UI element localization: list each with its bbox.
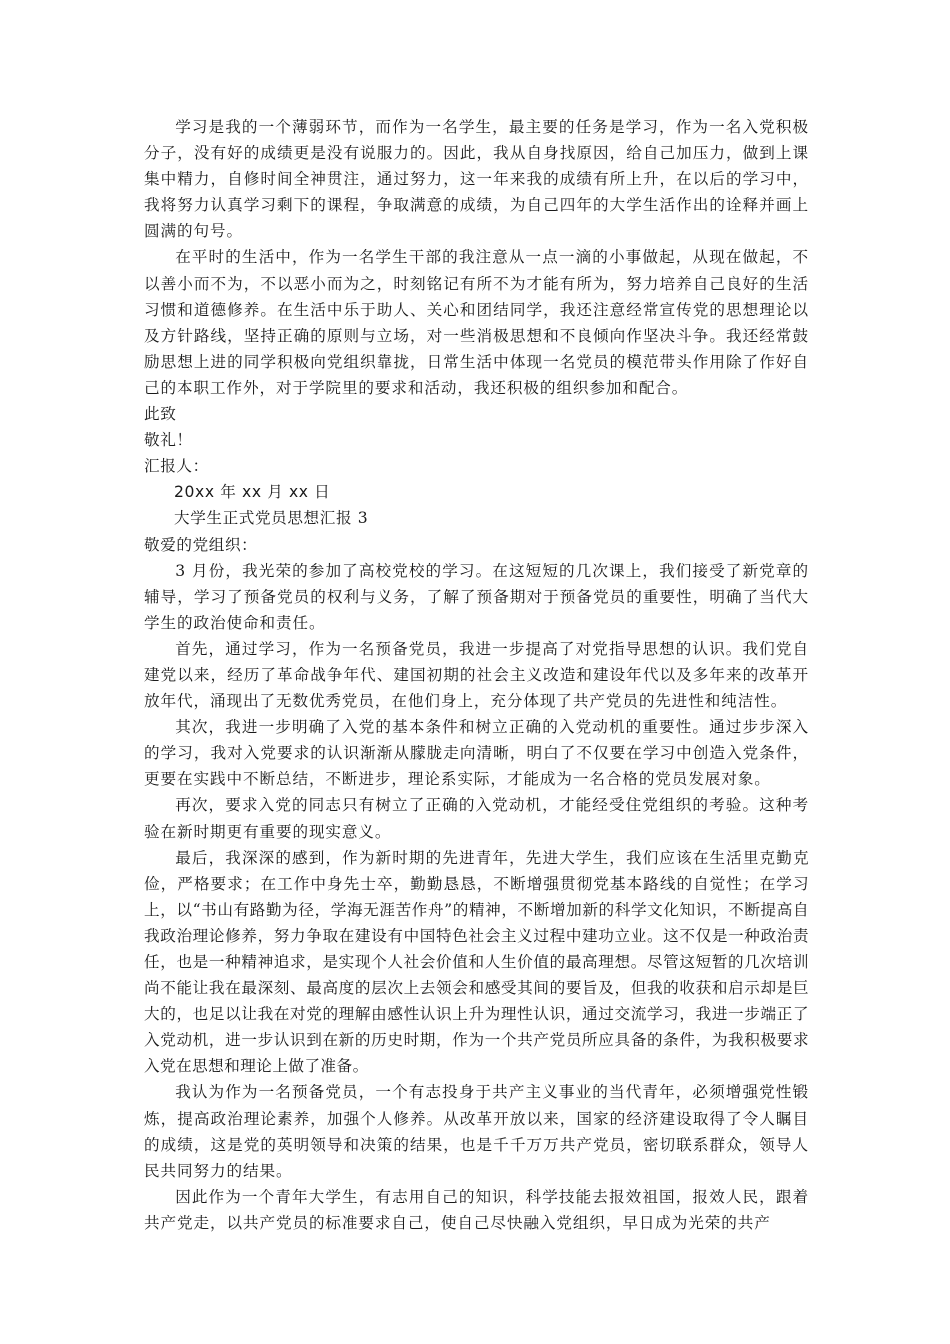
report3-paragraph-march: 3 月份，我光荣的参加了高校党校的学习。在这短短的几次课上，我们接受了新党章的辅导，学习了预备党员的权利与义务，了解了预备期对于预备党员的重要性，明确了当代大学生的政治使命和责任。 xyxy=(144,561,809,632)
closing-reporter: 汇报人： xyxy=(144,457,209,476)
report3-paragraph-last: 最后，我深深的感到，作为新时期的先进青年，先进大学生，我们应该在生活里克勤克俭，严格要求；在工作中身先士卒，勤勤恳恳，不断增强贯彻党基本路线的自觉性；在学习上，以“书山有路勤为径，学海无涯苦作舟”的精神，不断增加新的科学文化知识，不断提高自我政治理论修养，努力争取在建设有中国特色社会主义过程中建功立业。这不仅是一种政治责任，也是一种精神追求，是实现个人社会价值和人生价值的最高理想。尽管这短暂的几次培训尚不能让我在最深刻、最高度的层次上去领会和感受其间的要旨及，但我的收获和启示却是巨大的，也足以让我在对党的理解由感性认识上升为理性认识，通过交流学习，我进一步端正了入党动机，进一步认识到在新的历史时期，作为一个共产党员所应具备的条件，为我积极要求入党在思想和理论上做了准备。 xyxy=(144,848,809,1076)
report3-title: 大学生正式党员思想汇报 3 xyxy=(174,509,369,528)
document-page xyxy=(144,114,809,1236)
report3-paragraph-therefore: 因此作为一个青年大学生，有志用自己的知识，科学技能去报效祖国，报效人民，跟着共产党走，以共产党员的标准要求自己，使自己尽快融入党组织，早日成为光荣的共产 xyxy=(144,1187,809,1232)
report3-paragraph-third: 再次，要求入党的同志只有树立了正确的入党动机，才能经受住党组织的考验。这种考验在新时期更有重要的现实意义。 xyxy=(144,796,809,841)
paragraph-study: 学习是我的一个薄弱环节，而作为一名学生，最主要的任务是学习，作为一名入党积极分子，没有好的成绩更是没有说服力的。因此，我从自身找原因，给自己加压力，做到上课集中精力，自修时间全神贯注，通过努力，这一年来我的成绩有所上升，在以后的学习中，我将努力认真学习剩下的课程，争取满意的成绩，为自己四年的大学生活作出的诠释并画上圆满的句号。 xyxy=(144,118,809,241)
report-date: 20xx 年 xx 月 xx 日 xyxy=(174,483,331,502)
report3-paragraph-first: 首先，通过学习，作为一名预备党员，我进一步提高了对党指导思想的认识。我们党自建党以来，经历了革命战争年代、建国初期的社会主义改造和建设年代以及多年来的改革开放年代，涌现出了无数优秀党员，在他们身上，充分体现了共产党员的先进性和纯洁性。 xyxy=(144,639,809,711)
closing-cizhi: 此致 xyxy=(144,405,177,424)
closing-jingli: 敬礼！ xyxy=(144,431,193,450)
report3-paragraph-second: 其次，我进一步明确了入党的基本条件和树立正确的入党动机的重要性。通过步步深入的学习，我对入党要求的认识渐渐从朦胧走向清晰，明白了不仅要在学习中创造入党条件，更要在实践中不断总结，不断进步，理论系实际，才能成为一名合格的党员发展对象。 xyxy=(144,718,809,789)
paragraph-life: 在平时的生活中，作为一名学生干部的我注意从一点一滴的小事做起，从现在做起，不以善小而不为，不以恶小而为之，时刻铭记有所不为才能有所为，努力培养自己良好的生活习惯和道德修养。在生活中乐于助人、关心和团结同学，我还注意经常宣传党的思想理论以及方针路线，坚持正确的原则与立场，对一些消极思想和不良倾向作坚决斗争。我还经常鼓励思想上进的同学积极向党组织靠拢，日常生活中体现一名党员的模范带头作用除了作好自己的本职工作外，对于学院里的要求和活动，我还积极的组织参加和配合。 xyxy=(144,248,809,397)
report3-salutation: 敬爱的党组织： xyxy=(144,535,258,554)
report3-paragraph-probationary: 我认为作为一名预备党员，一个有志投身于共产主义事业的当代青年，必须增强党性锻炼，提高政治理论素养，加强个人修养。从改革开放以来，国家的经济建设取得了令人瞩目的成绩，这是党的英明领导和决策的结果，也是千千万万共产党员，密切联系群众，领导人民共同努力的结果。 xyxy=(144,1083,809,1180)
